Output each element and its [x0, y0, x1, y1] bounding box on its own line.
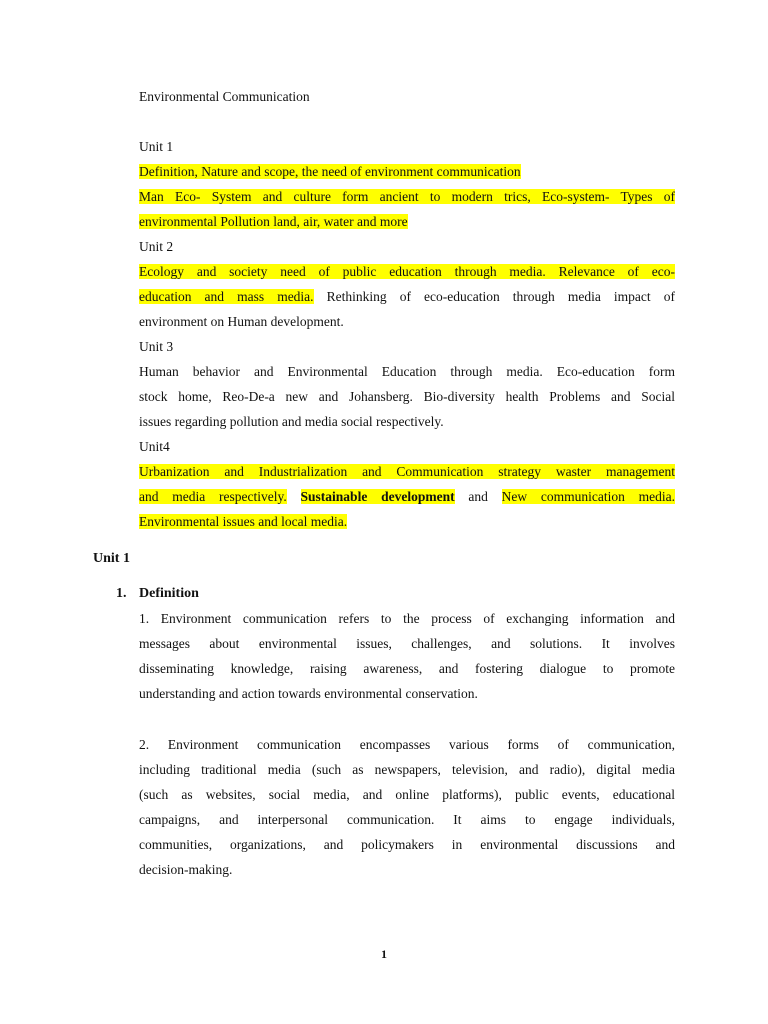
- unit3-label: Unit 3: [139, 339, 174, 354]
- subheading: Definition: [139, 586, 199, 601]
- paragraph-line: understanding and action towards environmental conservation.: [139, 686, 478, 701]
- paragraph-line: disseminating knowledge, raising awareness, and fostering dialogue to promote: [139, 661, 675, 676]
- unit1-line-2: Man Eco- System and culture form ancient to modern trics, Eco-system- Types of: [139, 189, 675, 204]
- paragraph-line: campaigns, and interpersonal communication. It aims to engage individuals,: [139, 812, 675, 827]
- subheading-number: 1.: [116, 586, 127, 601]
- unit4-line-2: and media respectively. Sustainable development and New communication media.: [139, 489, 676, 504]
- unit1-label: Unit 1: [139, 139, 174, 154]
- unit4-label: Unit4: [139, 439, 170, 454]
- unit3-line-2: stock home, Reo-De-a new and Johansberg. Bio-diversity health Problems and Social: [139, 389, 675, 404]
- unit1-line-3: environmental Pollution land, air, water and more: [139, 214, 408, 229]
- paragraph-line: 1. Environment communication refers to the process of exchanging information and: [139, 611, 675, 626]
- unit4-line-3: Environmental issues and local media.: [139, 514, 348, 529]
- paragraph-line: (such as websites, social media, and online platforms), public events, educational: [139, 787, 675, 802]
- unit1-line-1: Definition, Nature and scope, the need of environment communication: [139, 164, 521, 179]
- unit2-line-3: environment on Human development.: [139, 314, 344, 329]
- paragraph-line: messages about environmental issues, challenges, and solutions. It involves: [139, 636, 675, 651]
- unit3-line-3: issues regarding pollution and media social respectively.: [139, 414, 444, 429]
- unit2-line-1: Ecology and society need of public education through media. Relevance of eco-: [139, 264, 675, 279]
- unit2-line-2: education and mass media. Rethinking of eco-education through media impact of: [139, 289, 675, 304]
- paragraph-line: decision-making.: [139, 862, 233, 877]
- paragraph-line: communities, organizations, and policymakers in environmental discussions and: [139, 837, 675, 852]
- document-title: Environmental Communication: [139, 89, 310, 104]
- section-heading: Unit 1: [93, 551, 130, 566]
- paragraph-line: 2. Environment communication encompasses various forms of communication,: [139, 737, 675, 752]
- unit2-label: Unit 2: [139, 239, 174, 254]
- paragraph-line: including traditional media (such as newspapers, television, and radio), digital media: [139, 762, 675, 777]
- unit4-line-1: Urbanization and Industrialization and Communication strategy waster management: [139, 464, 675, 479]
- unit3-line-1: Human behavior and Environmental Education through media. Eco-education form: [139, 364, 675, 379]
- page-number: 1: [381, 947, 387, 961]
